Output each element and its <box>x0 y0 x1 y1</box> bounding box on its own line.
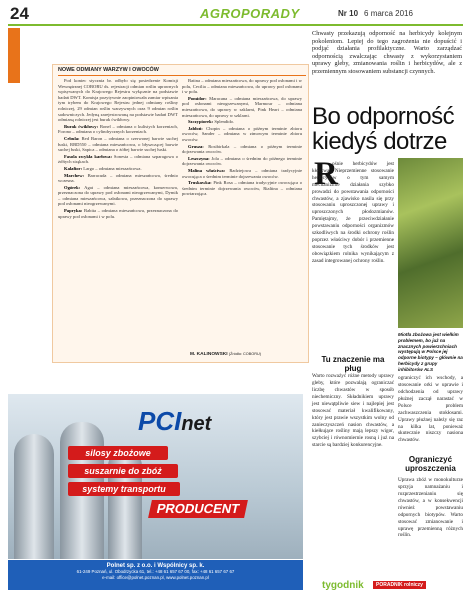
sidebar-item: Szczypiorek: Splendido. <box>188 119 235 125</box>
article-lead: Chwasty przekazują odporność na herbicydy kolejnym pokoleniom. Lepiej do tego zagrożenia nie dopuścić i podjąć działania profilaktyczne. Warto zarządzać odpornością zwalczając chwasty z wykorzystaniem uprawy gleby, zmianowania roślin i herbicydów, ale z przemiennym stosowaniem substancji czynnych. <box>312 30 462 75</box>
sidebar-item: Jabłoń: Chopin – odmiana o późnym terminie zbioru owoców, Sander – odmiana w zimowym terminie zbioru owoców. <box>182 125 302 142</box>
sidebar-item: Malina właściwa: Radziejowa – odmiana tradycyjnie owocująca o średnim terminie dojrzewania owoców. <box>182 167 302 179</box>
issue-info <box>338 9 413 18</box>
sidebar-col-left <box>58 78 178 348</box>
company-name: Polnet sp. z o.o. i Wspólnicy sp. k. <box>106 563 205 569</box>
subhead-uproszczenia: Ograniczyć uproszczenia <box>405 455 456 473</box>
sidebar-item: Truskawka: Pink Rosa – odmiana tradycyjnie owocująca o średnim terminie dojrzewania owoców, Rialtina – odmiana powtarzająca. <box>182 180 302 197</box>
issue-date: 6 marca 2016 <box>364 9 413 18</box>
sidebar-item: Batina – odmiana mieszańcowa, do uprawy pod osłonami i w polu, Cecilia – odmiana mieszańcowa, do uprawy pod osłonami i w polu. <box>182 78 302 95</box>
article-col-3 <box>398 370 463 450</box>
brand-name: tygodnik <box>322 580 364 591</box>
sidebar-item: Marchew: Barracuda – odmiana mieszańcowa, średnio wczesna. <box>58 172 178 184</box>
sidebar-item: Cebula: Red Baron – odmiana o czerwonej barwie suchej łuski, RBD550 – odmiana mieszańcowa, o błyszczącej barwie suchej łuski, Sapica – odmiana o żółtej barwie suchej łuski. <box>58 135 178 153</box>
sidebar-item: Kalafior: Largo – odmiana mieszańcowa. <box>64 165 142 171</box>
decorative-tab <box>8 28 20 83</box>
ad-logo <box>138 406 211 437</box>
sidebar-rule <box>58 75 306 76</box>
silo-image <box>14 434 54 559</box>
sidebar-item: Pomidor: Maracana – odmiana mieszańcowa, do uprawy pod osłonami nieogrzewanymi, Marmour – odmiana mieszańcowa, do uprawy w szklarni, Pink Heart – odmiana mieszańcowa, do uprawy w szklarni. <box>182 95 302 118</box>
subhead-pług: Tu znaczenie ma pług <box>321 355 385 373</box>
article-paragraph: ograniczyć ich wschody, a stosowanie orki w uprawie i odchodzenia od uprawy płużnej zaczął narastać w Polsce problem zachwaszczenia stokłosami. Uprawy płużnej należy się raz na kilka lat, ponieważ skutecznie niszczy nasiona chwastów. <box>398 375 463 444</box>
drop-cap: R <box>314 156 338 192</box>
article-col-1 <box>312 156 394 265</box>
page-number: 24 <box>10 4 29 23</box>
article-col-4 <box>398 472 463 572</box>
photo-caption: Miotła zbożowa jest wielkim problemem, bo już na znacznych powierzchniach występują w Polsce jej odporne biotypy – głównie na herbicydy z grupy inhibitorów ALS <box>398 332 463 372</box>
sidebar-item: Fasola zwykła karłowa: Sonesta – odmiana szparagowa o żółtych strąkach. <box>58 153 178 165</box>
company-address: 61-249 Poznań, ul. Obodrzycka 61, tel.: +48 61 657 67 00, fax: +48 61 657 67 67 <box>76 569 235 574</box>
sidebar-item: Papryka: Babita – odmiana mieszańcowa, przeznaczona do uprawy pod osłonami i w polu. <box>58 208 178 219</box>
article-headline: Bo odporność kiedyś dotrze <box>312 103 455 155</box>
ad-footer <box>8 560 303 590</box>
article-photo <box>398 158 463 328</box>
section-title: AGROPORADY <box>200 6 300 21</box>
ad-producent-badge: PRODUCENT <box>148 500 248 518</box>
ad-pill: silosy zbożowe <box>68 446 168 460</box>
sidebar-item: Leszczyna: Jola – odmiana o średnim do późnego terminie dojrzewania owoców. <box>182 155 302 167</box>
ad-pill: systemy transportu <box>68 482 180 496</box>
brand-badge: PORADNIK rolniczy <box>373 581 426 589</box>
sidebar-intro: Pod koniec stycznia br. odbyło się posiedzenie Komisji Wewnętrznej COBORU ds. rejestracji odmian roślin uprawnych wpisywanych do Krajowego Rejestru wyłącznie na podstawie badań DWT. Komisja pozytywnie zaopiniowała zamiar wpisania tym trybem do Krajowego Rejestru jednej odmiany rośliny rolniczej, 29 odmian roślin warzywnych oraz 9 odmian roślin sadowniczych. Jedyną zarejestrowaną na podstawie badań DWT odmianą rolniczej jest burak ćwikłowy. <box>58 78 178 123</box>
article-paragraph: ośnie herbicydów jest kłoczwa. Nieprzemienne stosowanie herbicydów o tym samym mechanizmie działania szybko prowadzi do powstawania odporności chwastów, a zjawisko nasila się przy stosowaniu uproszczonej uprawy i uproszczonych płodozmianów. Pamiętajmy, że przeciwdziałanie powstawaniu odporności organizmów szkodliwych na środki ochrony roślin poprzez właściwy dobór i przemienne stosowanie tych środków jest obowiązkiem rolnika wynikającym z zasad integrowanej ochrony roślin. <box>312 161 394 264</box>
signature-source: (Źródło: COBORU) <box>228 352 261 356</box>
article-col-2 <box>312 368 394 454</box>
signature-name: M. KALINOWSKI <box>190 352 228 357</box>
article-paragraph: Uprawa zbóż w monokulturze sprzyja namnażaniu i rozprzestrzenianiu się chwastów, a w konsekwencji również powstawaniu odpornych biotypów. Warto stosować zmianowanie i uprawę przemienną różnych roślin. <box>398 477 463 539</box>
article-paragraph: Warto rozważyć różne metody uprawy gleby, które pozwalają ograniczać liczbę chwastów w sposób niechemiczny. Składnikiem uprawy jest niewątpliwie siew i najlepiej jest stosować materiał kwalifikowany, który jest prawie wszystkim wolny od zanieczyszczeń nasion chwastów, a kiełkujące rośliny mają lepszy wigor, szybciej i równomiernie rosną i już na starcie są bardziej konkurencyjne. <box>312 373 394 449</box>
header-rule <box>8 24 463 26</box>
sidebar-title: NOWE ODMIANY WARZYW I OWOCÓW <box>58 67 159 73</box>
company-contact: e-mail: office@polnet.poznan.pl, www.polnet.poznan.pl <box>102 574 209 580</box>
sidebar-col-right <box>182 78 302 348</box>
issue-number: Nr 10 <box>338 9 359 18</box>
sidebar-item: Grusza: Rosibirkala – odmiana o późnym terminie dojrzewania owoców. <box>182 143 302 155</box>
sidebar-item: Ogórek: Agat – odmiana mieszańcowa, konserwowa, przeznaczona do uprawy pod osłonami nieogrzewanymi, Dymik – odmiana mieszańcowa, sałatkowa, przeznaczona do uprawy pod osłonami nieogrzewanymi. <box>58 184 178 207</box>
ad-pill: suszarnie do zbóż <box>68 464 178 478</box>
sidebar-item: Burak ćwikłowy: Bonel – odmiana o kulistych korzeniach, Forono – odmiana o cylindrycznych korzeniach. <box>58 123 178 135</box>
logo-suffix: net <box>181 413 212 435</box>
logo-main: PCI <box>138 406 182 436</box>
sidebar-signature <box>190 352 261 357</box>
